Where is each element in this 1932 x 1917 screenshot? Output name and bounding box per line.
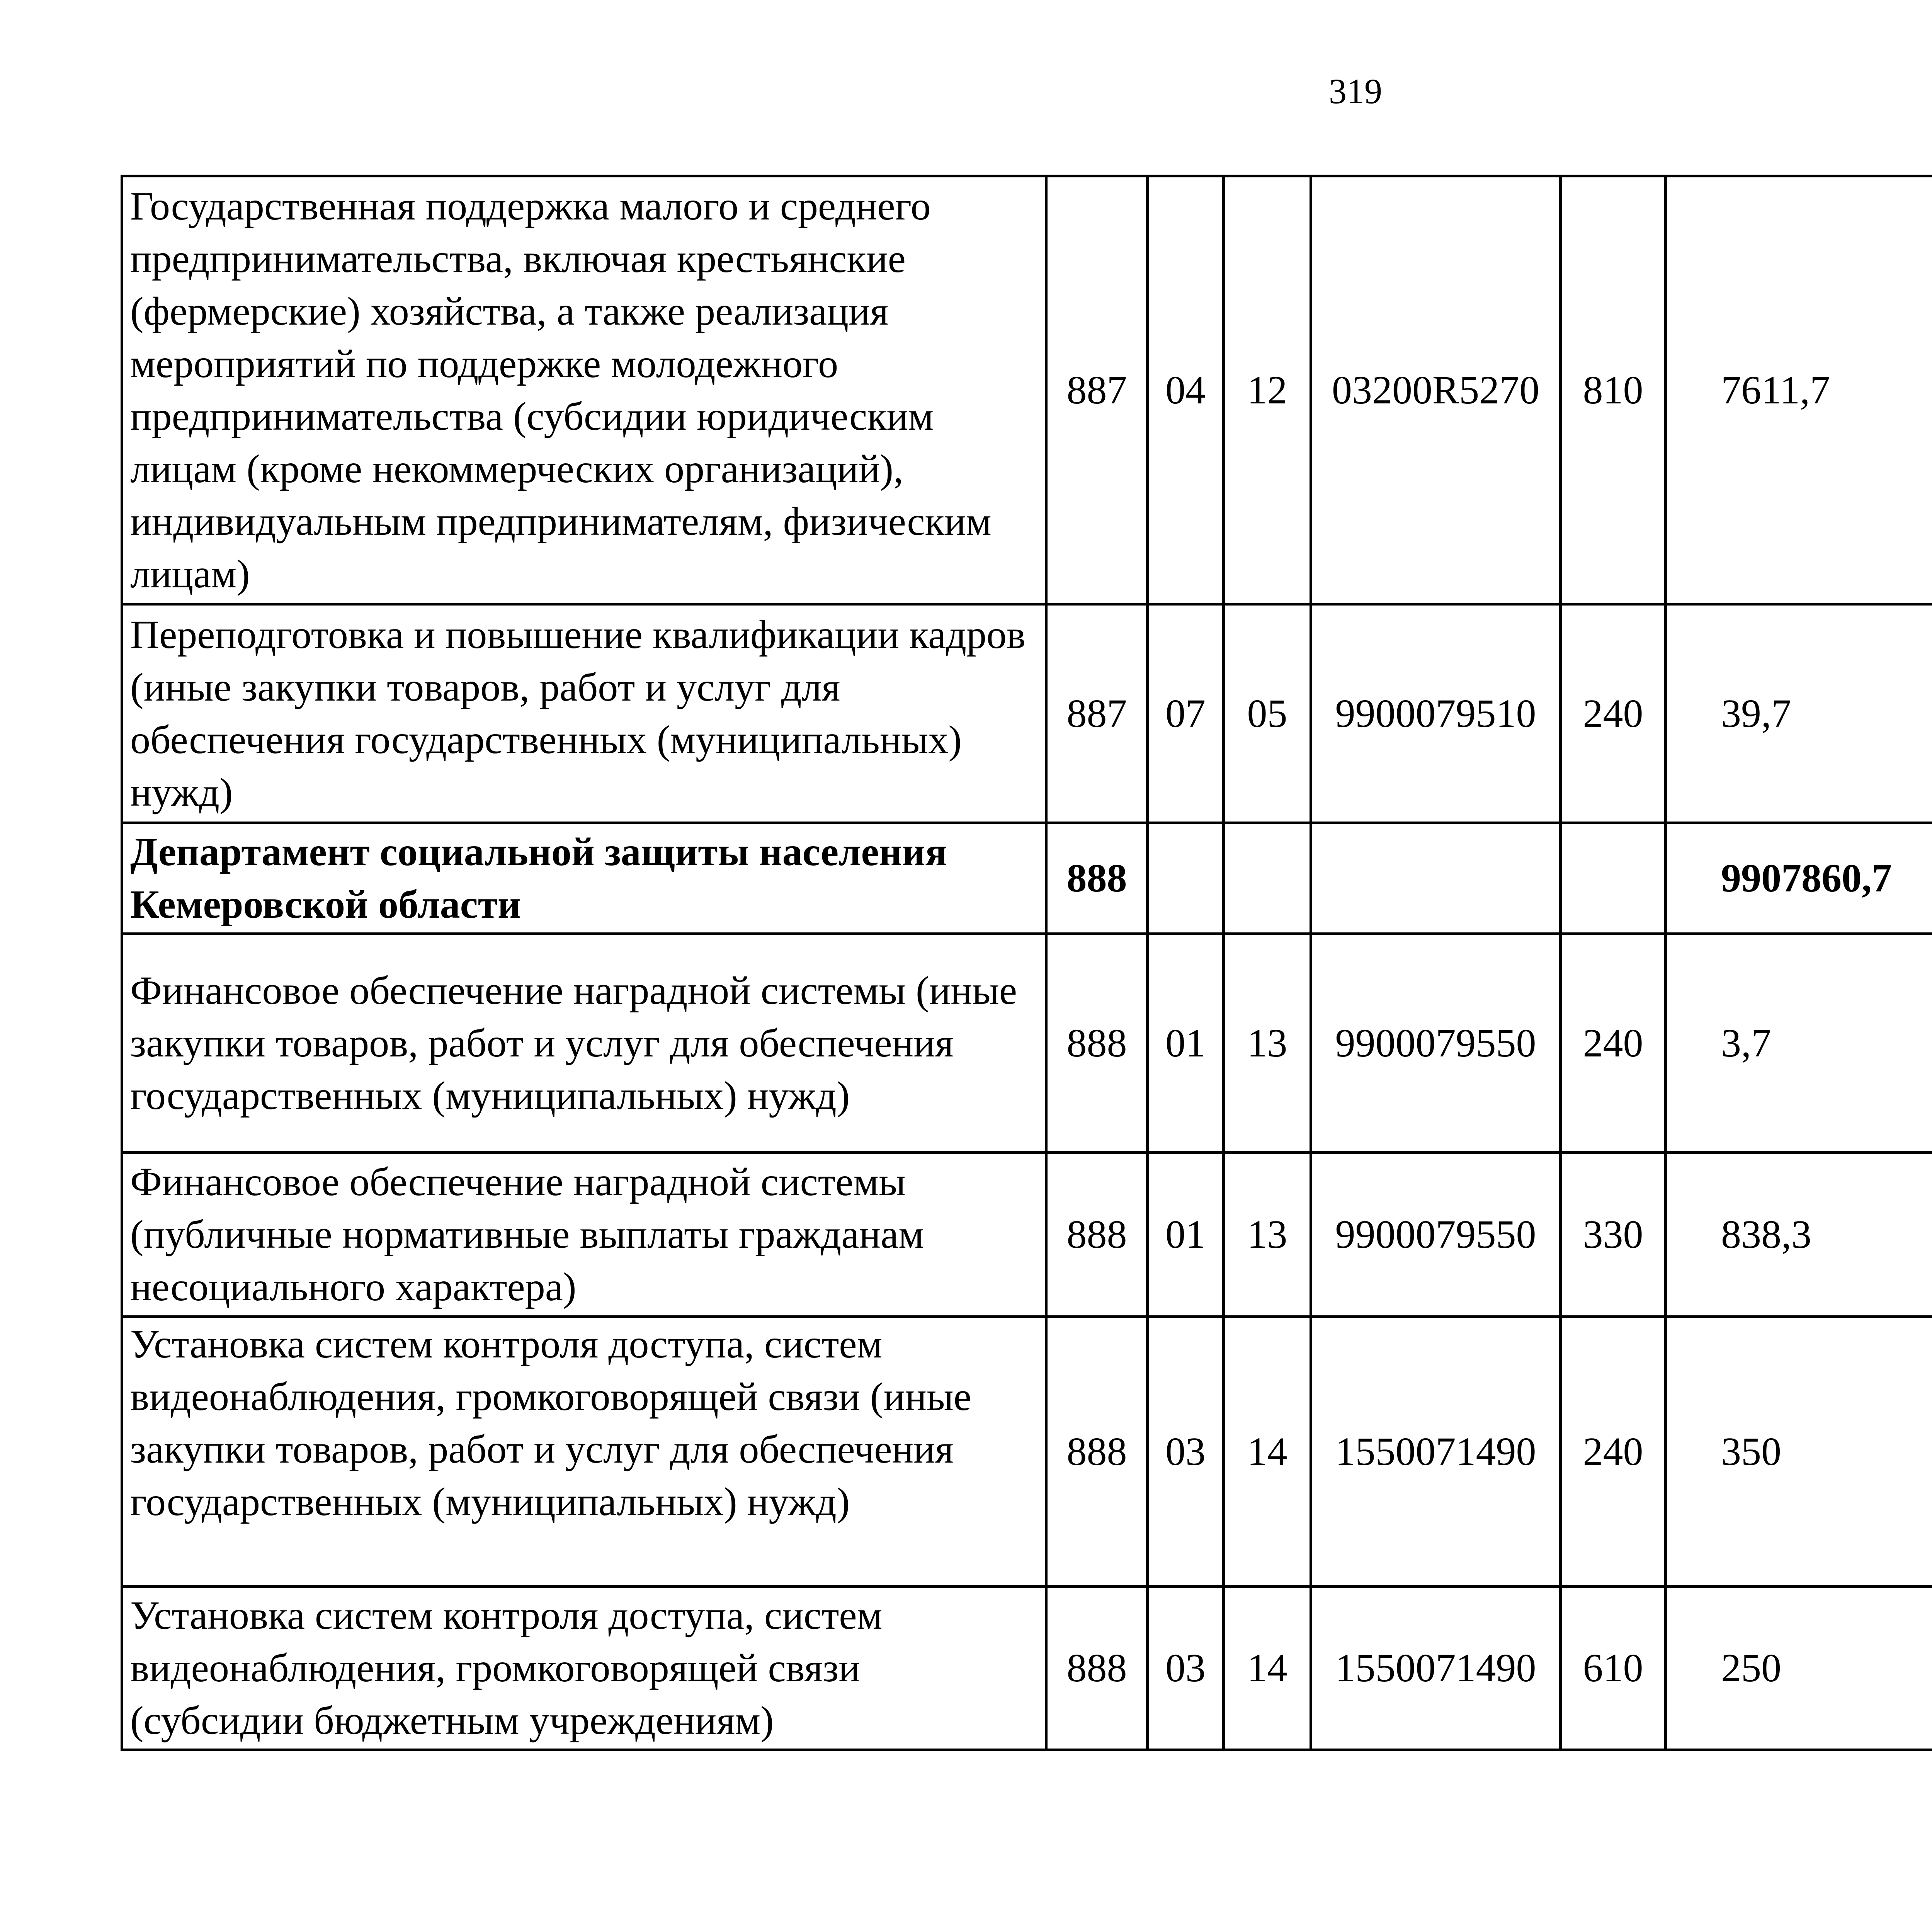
table-row (122, 1587, 1932, 1750)
budget-table (121, 175, 1932, 1751)
section-code: 03 (1148, 1587, 1224, 1750)
row-name: Установка систем контроля доступа, систем видеонаблюдения, громкоговорящей связи (иные закупки товаров, работ и услуг для обеспечения государственных (муниципальных) нужд) (122, 1317, 1046, 1587)
section-code: 07 (1148, 604, 1224, 823)
target-article: 03200R5270 (1311, 176, 1561, 604)
amount-1: 350 (1666, 1317, 1932, 1587)
table-row-department-total (122, 823, 1932, 934)
ministry-code: 887 (1046, 176, 1148, 604)
ministry-code: 887 (1046, 604, 1148, 823)
subsection-code: 14 (1224, 1317, 1311, 1587)
amount-1: 39,7 (1666, 604, 1932, 823)
target-article: 9900079550 (1311, 1153, 1561, 1317)
amount-1: 838,3 (1666, 1153, 1932, 1317)
expense-type: 610 (1561, 1587, 1666, 1750)
table-row (122, 1153, 1932, 1317)
target-article: 1550071490 (1311, 1587, 1561, 1750)
table-row (122, 934, 1932, 1153)
target-article: 9900079510 (1311, 604, 1561, 823)
ministry-code: 888 (1046, 823, 1148, 934)
expense-type: 810 (1561, 176, 1666, 604)
amount-1: 7611,7 (1666, 176, 1932, 604)
ministry-code: 888 (1046, 934, 1148, 1153)
row-name: Установка систем контроля доступа, систем видеонаблюдения, громкоговорящей связи (субсидии бюджетным учреждениям) (122, 1587, 1046, 1750)
subsection-code (1224, 823, 1311, 934)
row-name: Переподготовка и повышение квалификации кадров (иные закупки товаров, работ и услуг для обеспечения государственных (муниципальных) нужд) (122, 604, 1046, 823)
subsection-code: 13 (1224, 934, 1311, 1153)
subsection-code: 13 (1224, 1153, 1311, 1317)
section-code: 04 (1148, 176, 1224, 604)
table-row (122, 1317, 1932, 1587)
ministry-code: 888 (1046, 1153, 1148, 1317)
amount-1: 250 (1666, 1587, 1932, 1750)
ministry-code: 888 (1046, 1317, 1148, 1587)
table-row (122, 604, 1932, 823)
expense-type: 330 (1561, 1153, 1666, 1317)
subsection-code: 14 (1224, 1587, 1311, 1750)
ministry-code: 888 (1046, 1587, 1148, 1750)
target-article: 9900079550 (1311, 934, 1561, 1153)
expense-type (1561, 823, 1666, 934)
section-code: 03 (1148, 1317, 1224, 1587)
section-code: 01 (1148, 1153, 1224, 1317)
amount-1: 3,7 (1666, 934, 1932, 1153)
expense-type: 240 (1561, 1317, 1666, 1587)
target-article (1311, 823, 1561, 934)
section-code (1148, 823, 1224, 934)
subsection-code: 05 (1224, 604, 1311, 823)
amount-1: 9907860,7 (1666, 823, 1932, 934)
row-name: Финансовое обеспечение наградной системы (публичные нормативные выплаты гражданам несоциального характера) (122, 1153, 1046, 1317)
row-name: Финансовое обеспечение наградной системы (иные закупки товаров, работ и услуг для обеспечения государственных (муниципальных) нужд) (122, 934, 1046, 1153)
row-name: Государственная поддержка малого и среднего предпринимательства, включая крестьянские (фермерские) хозяйства, а также реализация мероприятий по поддержке молодежного предпринимательства (субсидии юридическим лицам (кроме некоммерческих организаций), индивидуальным предпринимателям, физическим лицам) (122, 176, 1046, 604)
row-name: Департамент социальной защиты населения Кемеровской области (122, 823, 1046, 934)
expense-type: 240 (1561, 934, 1666, 1153)
table-row (122, 176, 1932, 604)
target-article: 1550071490 (1311, 1317, 1561, 1587)
subsection-code: 12 (1224, 176, 1311, 604)
section-code: 01 (1148, 934, 1224, 1153)
page-number: 319 (1329, 71, 1382, 111)
expense-type: 240 (1561, 604, 1666, 823)
